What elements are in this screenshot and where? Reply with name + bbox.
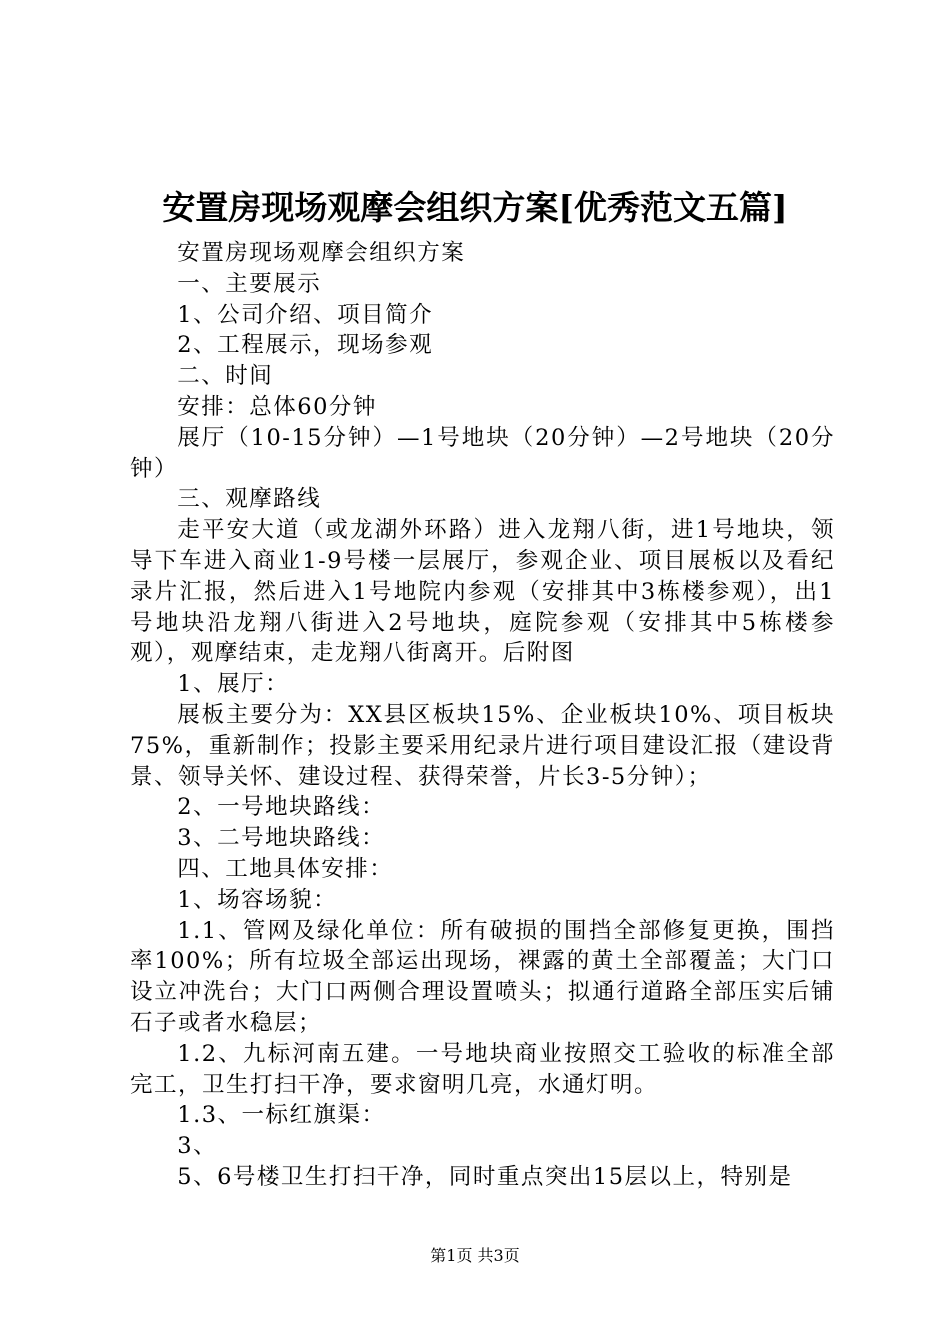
list-item: 1、公司介绍、项目简介	[177, 301, 434, 328]
paragraph: 安排：总体60分钟	[177, 393, 377, 420]
paragraph: 走平安大道（或龙湖外环路）进入龙翔八街，进1号地块，领导下车进入商业1-9号楼一层展厅，参观企业、项目展板以及看纪录片汇报，然后进入1号地院内参观（安排其中3栋楼参观），出1号地块沿龙翔八街进入2号地块，庭院参观（安排其中5栋楼参观），观摩结束，走龙翔八街离开。后附图	[130, 517, 835, 667]
list-item: 3、二号地块路线：	[177, 825, 386, 852]
page-footer: 第1页 共3页	[430, 1246, 520, 1265]
list-item: 2、工程展示，现场参观	[177, 332, 434, 359]
list-item: 1、场容场貌：	[177, 886, 338, 913]
list-item: 2、一号地块路线：	[177, 794, 386, 821]
section-heading: 三、观摩路线	[177, 486, 322, 513]
section-heading: 二、时间	[177, 363, 274, 390]
list-item: 3、	[177, 1133, 218, 1160]
document-body	[130, 238, 835, 1193]
paragraph: 1.2、九标河南五建。一号地块商业按照交工验收的标准全部完工，卫生打扫干净，要求窗明几亮，水通灯明。	[130, 1040, 835, 1098]
paragraph: 展板主要分为：XX县区板块15%、企业板块10%、项目板块75%，重新制作；投影主要采用纪录片进行项目建设汇报（建设背景、领导关怀、建设过程、获得荣誉，片长3-5分钟）；	[130, 701, 835, 790]
document-title: 安置房现场观摩会组织方案[优秀范文五篇]	[162, 188, 788, 227]
list-item: 1.3、一标红旗渠：	[177, 1102, 386, 1129]
list-item: 1、展厅：	[177, 671, 290, 698]
section-heading: 一、主要展示	[177, 270, 322, 297]
paragraph: 5、6号楼卫生打扫干净，同时重点突出15层以上，特别是	[177, 1163, 793, 1190]
paragraph: 展厅（10-15分钟）—1号地块（20分钟）—2号地块（20分钟）	[130, 424, 835, 482]
paragraph: 1.1、管网及绿化单位：所有破损的围挡全部修复更换，围挡率100%；所有垃圾全部运出现场，裸露的黄土全部覆盖；大门口设立冲洗台；大门口两侧合理设置喷头；拟通行道路全部压实后铺石子或者水稳层；	[130, 917, 835, 1036]
section-heading: 四、工地具体安排：	[177, 855, 394, 882]
paragraph: 安置房现场观摩会组织方案	[177, 240, 466, 266]
